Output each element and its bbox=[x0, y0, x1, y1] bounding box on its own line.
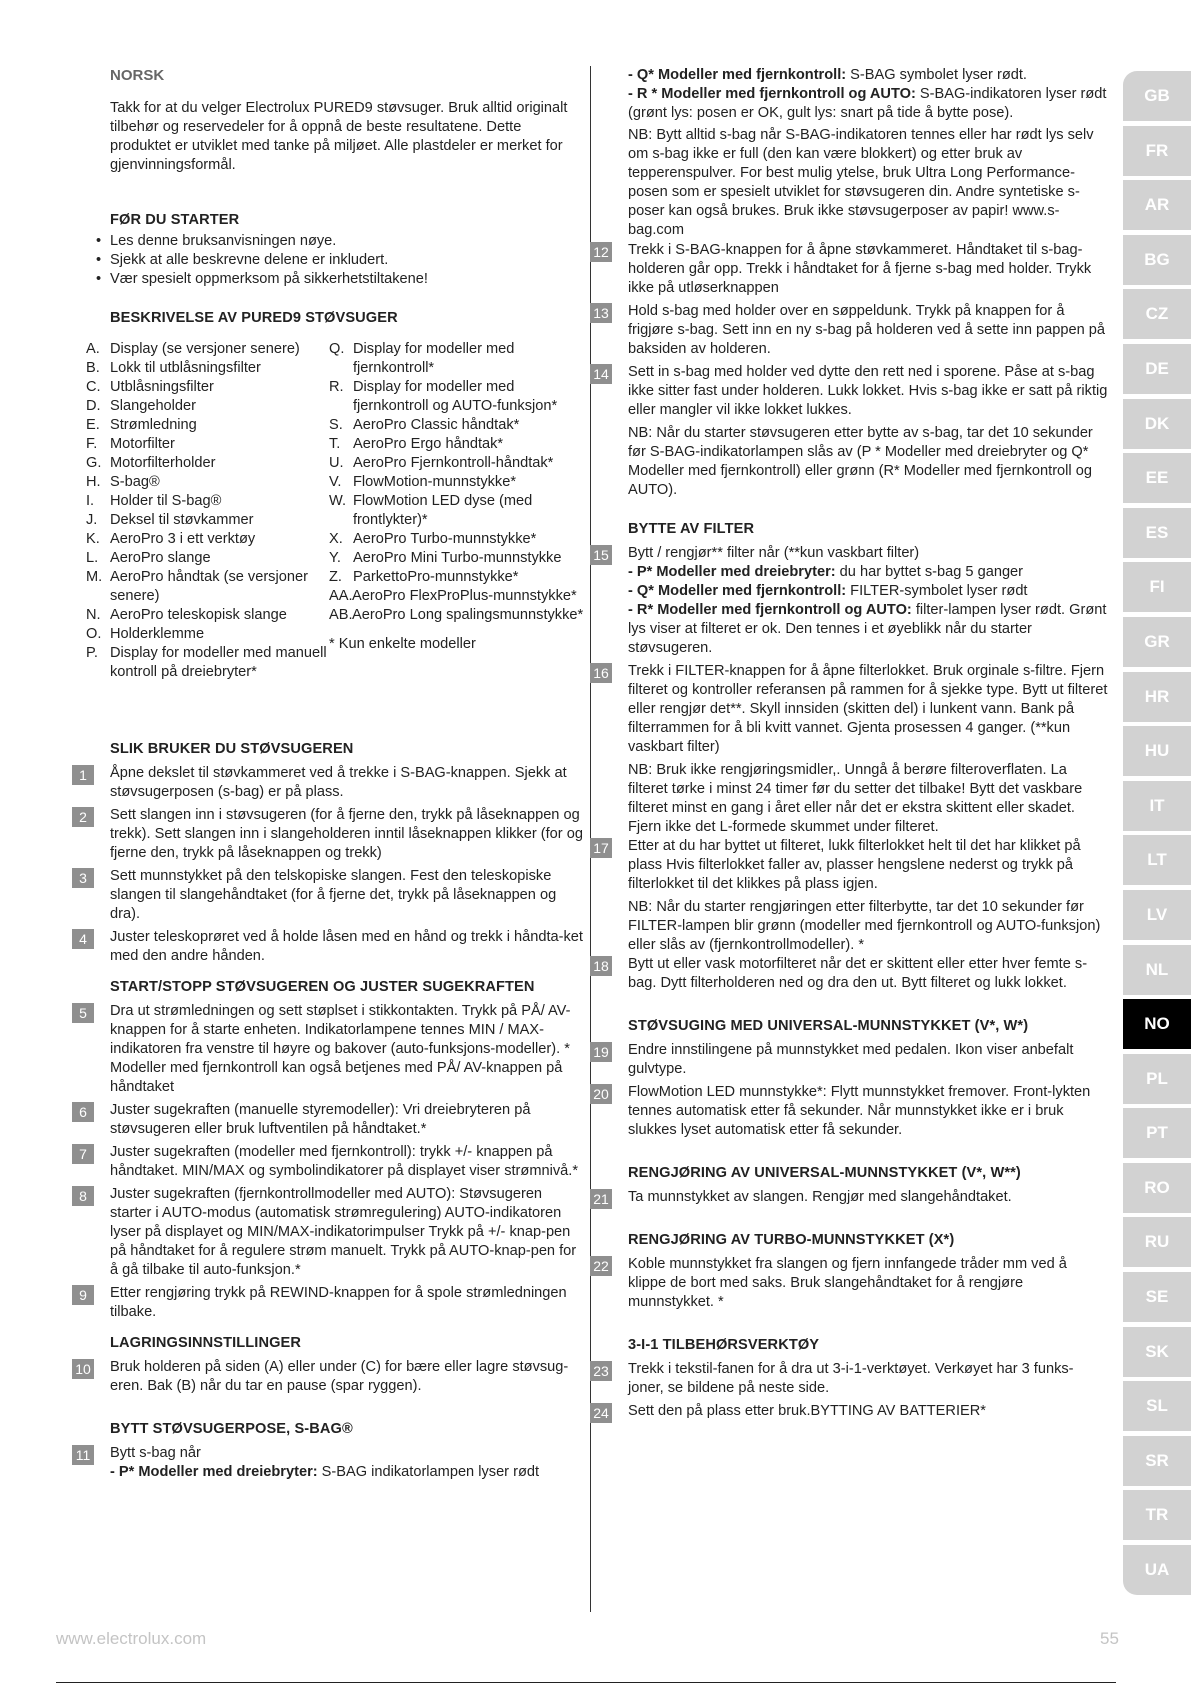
step-2 bbox=[79, 806, 586, 863]
bag-steps bbox=[593, 241, 1109, 420]
step-13 bbox=[593, 302, 1109, 359]
part-label: Motorfilter bbox=[110, 436, 175, 452]
universal-steps bbox=[593, 1041, 1109, 1140]
step-number: 7 bbox=[72, 1144, 94, 1164]
part-letter: U. bbox=[329, 455, 344, 471]
step-number: 1 bbox=[72, 765, 94, 785]
list-item: • Sjekk at alle beskrevne delene er inkludert. bbox=[86, 251, 586, 270]
part-letter: M. bbox=[86, 569, 103, 585]
step-text: FlowMotion LED munnstykke*: Flytt munnstykket fremover. Front-lykten tennes automatisk etter få sekunder. Når munnstykket ikke er i bruk slukkes lyset automatisk etter få sekunder. bbox=[628, 1084, 1091, 1138]
part-label: AeroPro Turbo-munnstykke* bbox=[353, 531, 537, 547]
step-text: Sett munnstykket på den telskopiske slangen. Fest den teleskopiske slangen til slangehåndtaket (for å fjerne det, trykk på låseknappen og dra). bbox=[110, 868, 557, 922]
part-label: AeroPro Mini Turbo-munnstykke bbox=[353, 550, 562, 566]
tab-tr[interactable]: TR bbox=[1123, 1490, 1191, 1540]
tab-se[interactable]: SE bbox=[1123, 1272, 1191, 1322]
part-item bbox=[329, 587, 586, 606]
part-letter: D. bbox=[86, 398, 101, 414]
tool-steps bbox=[593, 1360, 1109, 1421]
step-1 bbox=[79, 764, 586, 802]
part-letter: G. bbox=[86, 455, 102, 471]
part-label: Lokk til utblåsningsfilter bbox=[110, 360, 261, 376]
part-item bbox=[86, 644, 329, 682]
parts-column-2 bbox=[329, 340, 586, 682]
step-text: Sett den på plass etter bruk.BYTTING AV BATTERIER* bbox=[628, 1403, 986, 1419]
step-number: 10 bbox=[72, 1359, 94, 1379]
tab-de[interactable]: DE bbox=[1123, 344, 1191, 394]
tab-bg[interactable]: BG bbox=[1123, 235, 1191, 285]
universal-heading: STØVSUGING MED UNIVERSAL-MUNNSTYKKET (V*, W*) bbox=[628, 1018, 1029, 1034]
part-item bbox=[86, 359, 329, 378]
tab-hr[interactable]: HR bbox=[1123, 672, 1191, 722]
part-letter: N. bbox=[86, 607, 101, 623]
part-letter: J. bbox=[86, 512, 98, 528]
step-5 bbox=[79, 1002, 586, 1097]
description-heading: BESKRIVELSE AV PURED9 STØVSUGER bbox=[110, 310, 398, 326]
tab-ee[interactable]: EE bbox=[1123, 453, 1191, 503]
part-letter: Y. bbox=[329, 550, 341, 566]
step-number: 4 bbox=[72, 929, 94, 949]
tab-dk[interactable]: DK bbox=[1123, 399, 1191, 449]
tab-sr[interactable]: SR bbox=[1123, 1436, 1191, 1486]
part-letter: L. bbox=[86, 550, 99, 566]
tab-hu[interactable]: HU bbox=[1123, 726, 1191, 776]
part-letter: K. bbox=[86, 531, 100, 547]
part-label: AeroPro Fjernkontroll-håndtak* bbox=[353, 455, 554, 471]
part-item bbox=[86, 454, 329, 473]
model-text: S-BAG-indikatoren lyser rødt (grønt lys: posen er OK, gult lys: snart på tide å bytte pose). bbox=[628, 86, 1107, 121]
part-label: Display for modeller med fjernkontroll og AUTO-funksjon* bbox=[353, 379, 558, 414]
part-item bbox=[86, 568, 329, 606]
usage-steps bbox=[79, 764, 586, 966]
step-number: 20 bbox=[590, 1084, 612, 1104]
footer-url[interactable]: www.electrolux.com bbox=[56, 1629, 207, 1648]
part-label: Display for modeller med fjernkontroll* bbox=[353, 341, 515, 376]
model-label: - R * Modeller med fjernkontroll og AUTO: bbox=[628, 86, 916, 102]
tab-lt[interactable]: LT bbox=[1123, 835, 1191, 885]
step-17 bbox=[593, 837, 1109, 894]
footer-line bbox=[56, 1682, 1116, 1683]
list-item: • Vær spesielt oppmerksom på sikkerhetstiltakene! bbox=[86, 270, 586, 289]
part-letter: Z. bbox=[329, 569, 342, 585]
part-item bbox=[86, 378, 329, 397]
part-letter: P. bbox=[86, 645, 98, 661]
step-text: Åpne dekslet til støvkammeret ved å trekke i S-BAG-knappen. Sjekk at støvsugerposen (s-bag) er på plass. bbox=[110, 765, 567, 800]
step-number: 23 bbox=[590, 1361, 612, 1381]
part-item bbox=[86, 473, 329, 492]
part-item bbox=[86, 340, 329, 359]
tab-gr[interactable]: GR bbox=[1123, 617, 1191, 667]
part-label: AeroPro håndtak (se versjoner senere) bbox=[110, 569, 308, 604]
step-text: Sett in s-bag med holder ved dytte den rett ned i sporene. Påse at s-bag ikke sitter fast under holderen. Lukk lokket. Hvis s-bag ikke er satt på riktig eller mangler vil ikke lokket lukkes. bbox=[628, 364, 1108, 418]
clean-universal-steps bbox=[593, 1188, 1109, 1207]
step-number: 11 bbox=[72, 1445, 94, 1465]
part-label: AeroPro FlexProPlus-munnstykke* bbox=[352, 588, 577, 604]
step-text: Juster teleskoprøret ved å holde låsen med en hånd og trekk i håndta-ket med den andre hånden. bbox=[110, 929, 583, 964]
step-number: 15 bbox=[590, 545, 612, 565]
language-title: NORSK bbox=[110, 67, 165, 84]
tab-nl[interactable]: NL bbox=[1123, 945, 1191, 995]
part-label: AeroPro teleskopisk slange bbox=[110, 607, 287, 623]
tab-cz[interactable]: CZ bbox=[1123, 289, 1191, 339]
part-item bbox=[86, 435, 329, 454]
clean-universal-heading: RENGJØRING AV UNIVERSAL-MUNNSTYKKET (V*, W**) bbox=[628, 1165, 1021, 1181]
step-14 bbox=[593, 363, 1109, 420]
step-text: Ta munnstykket av slangen. Rengjør med slangehåndtaket. bbox=[628, 1189, 1012, 1205]
step-text: Bytt ut eller vask motorfilteret når det er skittent eller etter hver femte s-bag. Dytt filterholderen ned og dra den ut. Bytt filteret og lukk lokket. bbox=[628, 956, 1088, 991]
part-item bbox=[329, 568, 586, 587]
part-letter: E. bbox=[86, 417, 100, 433]
startstop-steps bbox=[79, 1002, 586, 1322]
tab-sl[interactable]: SL bbox=[1123, 1381, 1191, 1431]
part-item bbox=[329, 416, 586, 435]
tab-ro[interactable]: RO bbox=[1123, 1163, 1191, 1213]
part-label: AeroPro Classic håndtak* bbox=[353, 417, 520, 433]
model-label: - P* Modeller med dreiebryter: bbox=[110, 1464, 318, 1480]
step-22 bbox=[593, 1255, 1109, 1312]
step-number: 13 bbox=[590, 303, 612, 323]
step-4 bbox=[79, 928, 586, 966]
model-text: S-BAG indikatorlampen lyser rødt bbox=[317, 1464, 540, 1480]
part-item bbox=[86, 416, 329, 435]
step-number: 6 bbox=[72, 1102, 94, 1122]
model-label: - R* Modeller med fjernkontroll og AUTO: bbox=[628, 602, 912, 618]
filter-note-2: NB: Når du starter rengjøringen etter filterbytte, tar det 10 sekunder før FILTER-lampen blir grønn (modeller med fjernkontroll og AUTO-funksjon) eller slås av (fjernkontrollmodeller). * bbox=[628, 899, 1101, 953]
parts-column-1 bbox=[86, 340, 329, 682]
part-letter: B. bbox=[86, 360, 100, 376]
step-20 bbox=[593, 1083, 1109, 1140]
models-note: * Kun enkelte modeller bbox=[329, 636, 476, 652]
part-label: Utblåsningsfilter bbox=[110, 379, 214, 395]
step-text: Juster sugekraften (manuelle styremodeller): Vri dreiebryteren på støvsugeren eller bruk luftventilen på håndtaket.* bbox=[110, 1102, 531, 1137]
part-label: Strømledning bbox=[110, 417, 197, 433]
clean-turbo-heading: RENGJØRING AV TURBO-MUNNSTYKKET (X*) bbox=[628, 1232, 955, 1248]
step-text: Trekk i tekstil-fanen for å dra ut 3-i-1-verktøyet. Verkøyet har 3 funks-joner, se bildene på neste side. bbox=[628, 1361, 1074, 1396]
part-item bbox=[329, 530, 586, 549]
step-text: Juster sugekraften (fjernkontrollmodeller med AUTO): Støvsugeren starter i AUTO-modus (automatisk strømregulering) AUTO-indikatoren lyser på displayet og MIN/MAX-indikatorimpulser Trykk på +/- knap-pen på håndtaket for å regulere strøm manuelt. Trykk på AUTO-knap-pen for å gå tilbake til auto-funksjon.* bbox=[110, 1186, 577, 1278]
step-6 bbox=[79, 1101, 586, 1139]
part-item bbox=[86, 625, 329, 644]
part-label: ParkettoPro-munnstykke* bbox=[353, 569, 519, 585]
part-label: Display (se versjoner senere) bbox=[110, 341, 300, 357]
part-letter: Q. bbox=[329, 341, 345, 357]
step-19 bbox=[593, 1041, 1109, 1079]
step-text: Trekk i FILTER-knappen for å åpne filterlokket. Bruk orginale s-filtre. Fjern filteret og kontroller referansen på rammen for å sjekke type. Bytt ut filteret eller rengjør det**. Skyll innsiden (skitten del) i lunkent vann. Bank på filterrammen for å bli kvitt vannet. Gjenta prosessen 4 ganger. (**kun vaskbart filter) bbox=[628, 663, 1108, 755]
part-label: Motorfilterholder bbox=[110, 455, 216, 471]
tab-fr[interactable]: FR bbox=[1123, 126, 1191, 176]
part-label: S-bag® bbox=[110, 474, 160, 490]
step-number: 18 bbox=[590, 956, 612, 976]
model-label: - P* Modeller med dreiebryter: bbox=[628, 564, 836, 580]
step-text: Hold s-bag med holder over en søppeldunk. Trykk på knappen for å frigjøre s-bag. Sett inn en ny s-bag på holderen ved å sette inn pappen på baksiden av holderen. bbox=[628, 303, 1106, 357]
part-item bbox=[329, 378, 586, 416]
part-item bbox=[329, 454, 586, 473]
step-text: Sett slangen inn i støvsugeren (for å fjerne den, trykk på låseknappen og trekk). Sett slangen inn i slangeholderen inntil låseknappen klikker (for og fjerne den, trykk på låseknappen og trekk) bbox=[110, 807, 583, 861]
part-item bbox=[86, 511, 329, 530]
part-item bbox=[329, 549, 586, 568]
model-label: - Q* Modeller med fjernkontroll: bbox=[628, 67, 847, 83]
step-number: 2 bbox=[72, 807, 94, 827]
part-letter: AA. bbox=[329, 588, 353, 604]
left-column bbox=[75, 66, 586, 1486]
part-item bbox=[329, 492, 586, 530]
step-text: Etter rengjøring trykk på REWIND-knappen for å spole strømledningen tilbake. bbox=[110, 1285, 567, 1320]
part-label: Deksel til støvkammer bbox=[110, 512, 254, 528]
startstop-heading: START/STOPP STØVSUGEREN OG JUSTER SUGEKRAFTEN bbox=[110, 979, 535, 995]
tool-heading: 3-I-1 TILBEHØRSVERKTØY bbox=[628, 1337, 820, 1353]
step-text: Dra ut strømledningen og sett støplset i stikkontakten. Trykk på PÅ/ AV-knappen for å starte enheten. Indikatorlampene tennes MIN / MAX-indikatoren fra venstre til høyre og bakover (auto-funksjons-modeller). * Modeller med fjernkontroll kan også betjenes med PÅ/ AV-knappen på håndtaket bbox=[110, 1003, 571, 1095]
step-number: 14 bbox=[590, 364, 612, 384]
tab-pl[interactable]: PL bbox=[1123, 1054, 1191, 1104]
step-number: 5 bbox=[72, 1003, 94, 1023]
step-number: 17 bbox=[590, 838, 612, 858]
tab-ua[interactable]: UA bbox=[1123, 1545, 1191, 1595]
part-item bbox=[329, 473, 586, 492]
usage-heading: SLIK BRUKER DU STØVSUGEREN bbox=[110, 741, 354, 757]
tab-es[interactable]: ES bbox=[1123, 508, 1191, 558]
filter-heading: BYTTE AV FILTER bbox=[628, 521, 755, 537]
bag-note: NB: Bytt alltid s-bag når S-BAG-indikatoren tennes eller har rødt lys selv om s-bag ikke er full (den kan være blokkert) og etter bruk av tepperenspulver. For best mulig ytelse, bruk Ultra Long Performance-posen som er spesielt utviklet for støvsugeren din. Andre syntetiske s-poser kan også brukes. Bruk ikke støvsugerposer av papir! www.s-bag.com bbox=[628, 127, 1094, 238]
before-start-heading: FØR DU STARTER bbox=[110, 212, 240, 228]
bag-heading: BYTT STØVSUGERPOSE, S-BAG® bbox=[110, 1421, 353, 1437]
part-letter: W. bbox=[329, 493, 347, 509]
step-text: Endre innstilingene på munnstykket med pedalen. Ikon viser anbefalt gulvtype. bbox=[628, 1042, 1074, 1077]
part-letter: X. bbox=[329, 531, 343, 547]
tab-sk[interactable]: SK bbox=[1123, 1327, 1191, 1377]
part-label: Holder til S-bag® bbox=[110, 493, 222, 509]
step-10 bbox=[75, 1358, 586, 1396]
step-8 bbox=[79, 1185, 586, 1280]
step-7 bbox=[79, 1143, 586, 1181]
filter-note: NB: Bruk ikke rengjøringsmidler,. Unngå å berøre filteroverflaten. La filteret tørke i minst 24 timer før du setter det tilbake! Bytt det vaskbare filteret minst en gang i året eller når det er ekstra skittent eller skadet. Fjern ikke det L-formede skummet under filteret. bbox=[628, 762, 1083, 835]
part-item bbox=[86, 606, 329, 625]
clean-turbo-steps bbox=[593, 1255, 1109, 1312]
part-letter: A. bbox=[86, 341, 100, 357]
tab-ru[interactable]: RU bbox=[1123, 1217, 1191, 1267]
part-letter: R. bbox=[329, 379, 344, 395]
before-start-list bbox=[86, 232, 586, 289]
bag-note-2: NB: Når du starter støvsugeren etter bytte av s-bag, tar det 10 sekunder før S-BAG-indikatorlampen slås av (P * Modeller med dreiebryter og Q* Modeller med fjernkontroll) eller grønn (R* Modeller med fjernkontroll og AUTO). bbox=[628, 425, 1093, 498]
step-number: 22 bbox=[590, 1256, 612, 1276]
part-letter: AB. bbox=[329, 607, 353, 623]
step-24 bbox=[593, 1402, 1109, 1421]
part-label: AeroPro 3 i ett verktøy bbox=[110, 531, 256, 547]
step-text: Etter at du har byttet ut filteret, lukk filterlokket helt til det har klikket på plass Hvis filterlokket faller av, plasser hengslene nederst og trykk på filterlokket til det klikkes på plass igjen. bbox=[628, 838, 1081, 892]
step-number: 24 bbox=[590, 1403, 612, 1423]
step-number: 21 bbox=[590, 1189, 612, 1209]
language-tabs bbox=[1123, 71, 1191, 1600]
tab-no[interactable]: NO bbox=[1123, 999, 1191, 1049]
part-label: Display for modeller med manuell kontroll på dreiebryter* bbox=[110, 645, 327, 680]
part-label: AeroPro Long spalingsmunnstykke* bbox=[352, 607, 584, 623]
tab-pt[interactable]: PT bbox=[1123, 1108, 1191, 1158]
part-item bbox=[86, 549, 329, 568]
step-number: 19 bbox=[590, 1042, 612, 1062]
part-item bbox=[86, 530, 329, 549]
part-letter: C. bbox=[86, 379, 101, 395]
part-letter: S. bbox=[329, 417, 343, 433]
step-18 bbox=[593, 955, 1109, 993]
part-label: FlowMotion-munnstykke* bbox=[353, 474, 517, 490]
model-text: du har byttet s-bag 5 ganger bbox=[835, 564, 1024, 580]
part-label: AeroPro slange bbox=[110, 550, 211, 566]
part-item bbox=[329, 435, 586, 454]
part-letter: H. bbox=[86, 474, 101, 490]
step-text: Trekk i S-BAG-knappen for å åpne støvkammeret. Håndtaket til s-bag-holderen går opp. Trekk i håndtaket for å fjerne s-bag med holder. Trykk ikke på utløserknappen bbox=[628, 242, 1092, 296]
tab-gb[interactable]: GB bbox=[1123, 71, 1191, 121]
part-label: Slangeholder bbox=[110, 398, 197, 414]
parts-list bbox=[86, 340, 586, 682]
step-number: 16 bbox=[590, 663, 612, 683]
right-column bbox=[593, 66, 1109, 1425]
storage-steps bbox=[75, 1358, 586, 1396]
step-9 bbox=[79, 1284, 586, 1322]
part-letter: V. bbox=[329, 474, 342, 490]
step-11 bbox=[75, 1444, 586, 1482]
step-21 bbox=[593, 1188, 1109, 1207]
step-number: 3 bbox=[72, 868, 94, 888]
part-letter: O. bbox=[86, 626, 102, 642]
part-item bbox=[329, 340, 586, 378]
intro-text: Takk for at du velger Electrolux PURED9 støvsuger. Bruk alltid originalt tilbehør og reservedeler for å oppnå de beste resultatene. Dette produktet er utviklet med tanke på miljøet. Alle plastdeler er merket for gjenvinningsformål. bbox=[110, 100, 568, 173]
model-label: - Q* Modeller med fjernkontroll: bbox=[628, 583, 847, 599]
part-item bbox=[86, 397, 329, 416]
step-text: Juster sugekraften (modeller med fjernkontroll): trykk +/- knappen på håndtaket. MIN/MAX og symbolindikatorer på displayet viser strømnivå.* bbox=[110, 1144, 578, 1179]
tab-it[interactable]: IT bbox=[1123, 781, 1191, 831]
step-3 bbox=[79, 867, 586, 924]
part-item bbox=[329, 606, 586, 625]
part-label: AeroPro Ergo håndtak* bbox=[353, 436, 504, 452]
step-number: 9 bbox=[72, 1285, 94, 1305]
storage-heading: LAGRINGSINNSTILLINGER bbox=[110, 1335, 302, 1351]
tab-lv[interactable]: LV bbox=[1123, 890, 1191, 940]
page-number: 55 bbox=[1100, 1629, 1119, 1648]
part-item bbox=[86, 492, 329, 511]
part-letter: T. bbox=[329, 436, 341, 452]
step-text: Koble munnstykket fra slangen og fjern innfangede tråder mm ved å klippe de bort med saks. Bruk slangehåndtaket for å rengjøre munnstykket. * bbox=[628, 1256, 1067, 1310]
model-text: FILTER-symbolet lyser rødt bbox=[846, 583, 1028, 599]
step-text: Bruk holderen på siden (A) eller under (C) for bære eller lagre støvsug-eren. Bak (B) når du tar en pause (spar ryggen). bbox=[110, 1359, 569, 1394]
tab-fi[interactable]: FI bbox=[1123, 562, 1191, 612]
part-label: Holderklemme bbox=[110, 626, 205, 642]
step-number: 12 bbox=[590, 242, 612, 262]
step-16 bbox=[593, 662, 1109, 757]
step-number: 8 bbox=[72, 1186, 94, 1206]
model-text: S-BAG symbolet lyser rødt. bbox=[846, 67, 1027, 83]
part-letter: I. bbox=[86, 493, 95, 509]
list-item: • Les denne bruksanvisningen nøye. bbox=[86, 232, 586, 251]
part-label: FlowMotion LED dyse (med frontlykter)* bbox=[353, 493, 533, 528]
step-text: Bytt / rengjør** filter når (**kun vaskbart filter) bbox=[628, 545, 920, 561]
step-15 bbox=[593, 544, 1109, 658]
step-23 bbox=[593, 1360, 1109, 1398]
step-text: Bytt s-bag når bbox=[110, 1445, 201, 1461]
part-letter: F. bbox=[86, 436, 98, 452]
model-text: filter-lampen lyser rødt. Grønt lys viser at filteret er ok. Den tennes i et øyeblikk når du starter støvsugeren. bbox=[628, 602, 1107, 656]
tab-ar[interactable]: AR bbox=[1123, 180, 1191, 230]
step-12 bbox=[593, 241, 1109, 298]
